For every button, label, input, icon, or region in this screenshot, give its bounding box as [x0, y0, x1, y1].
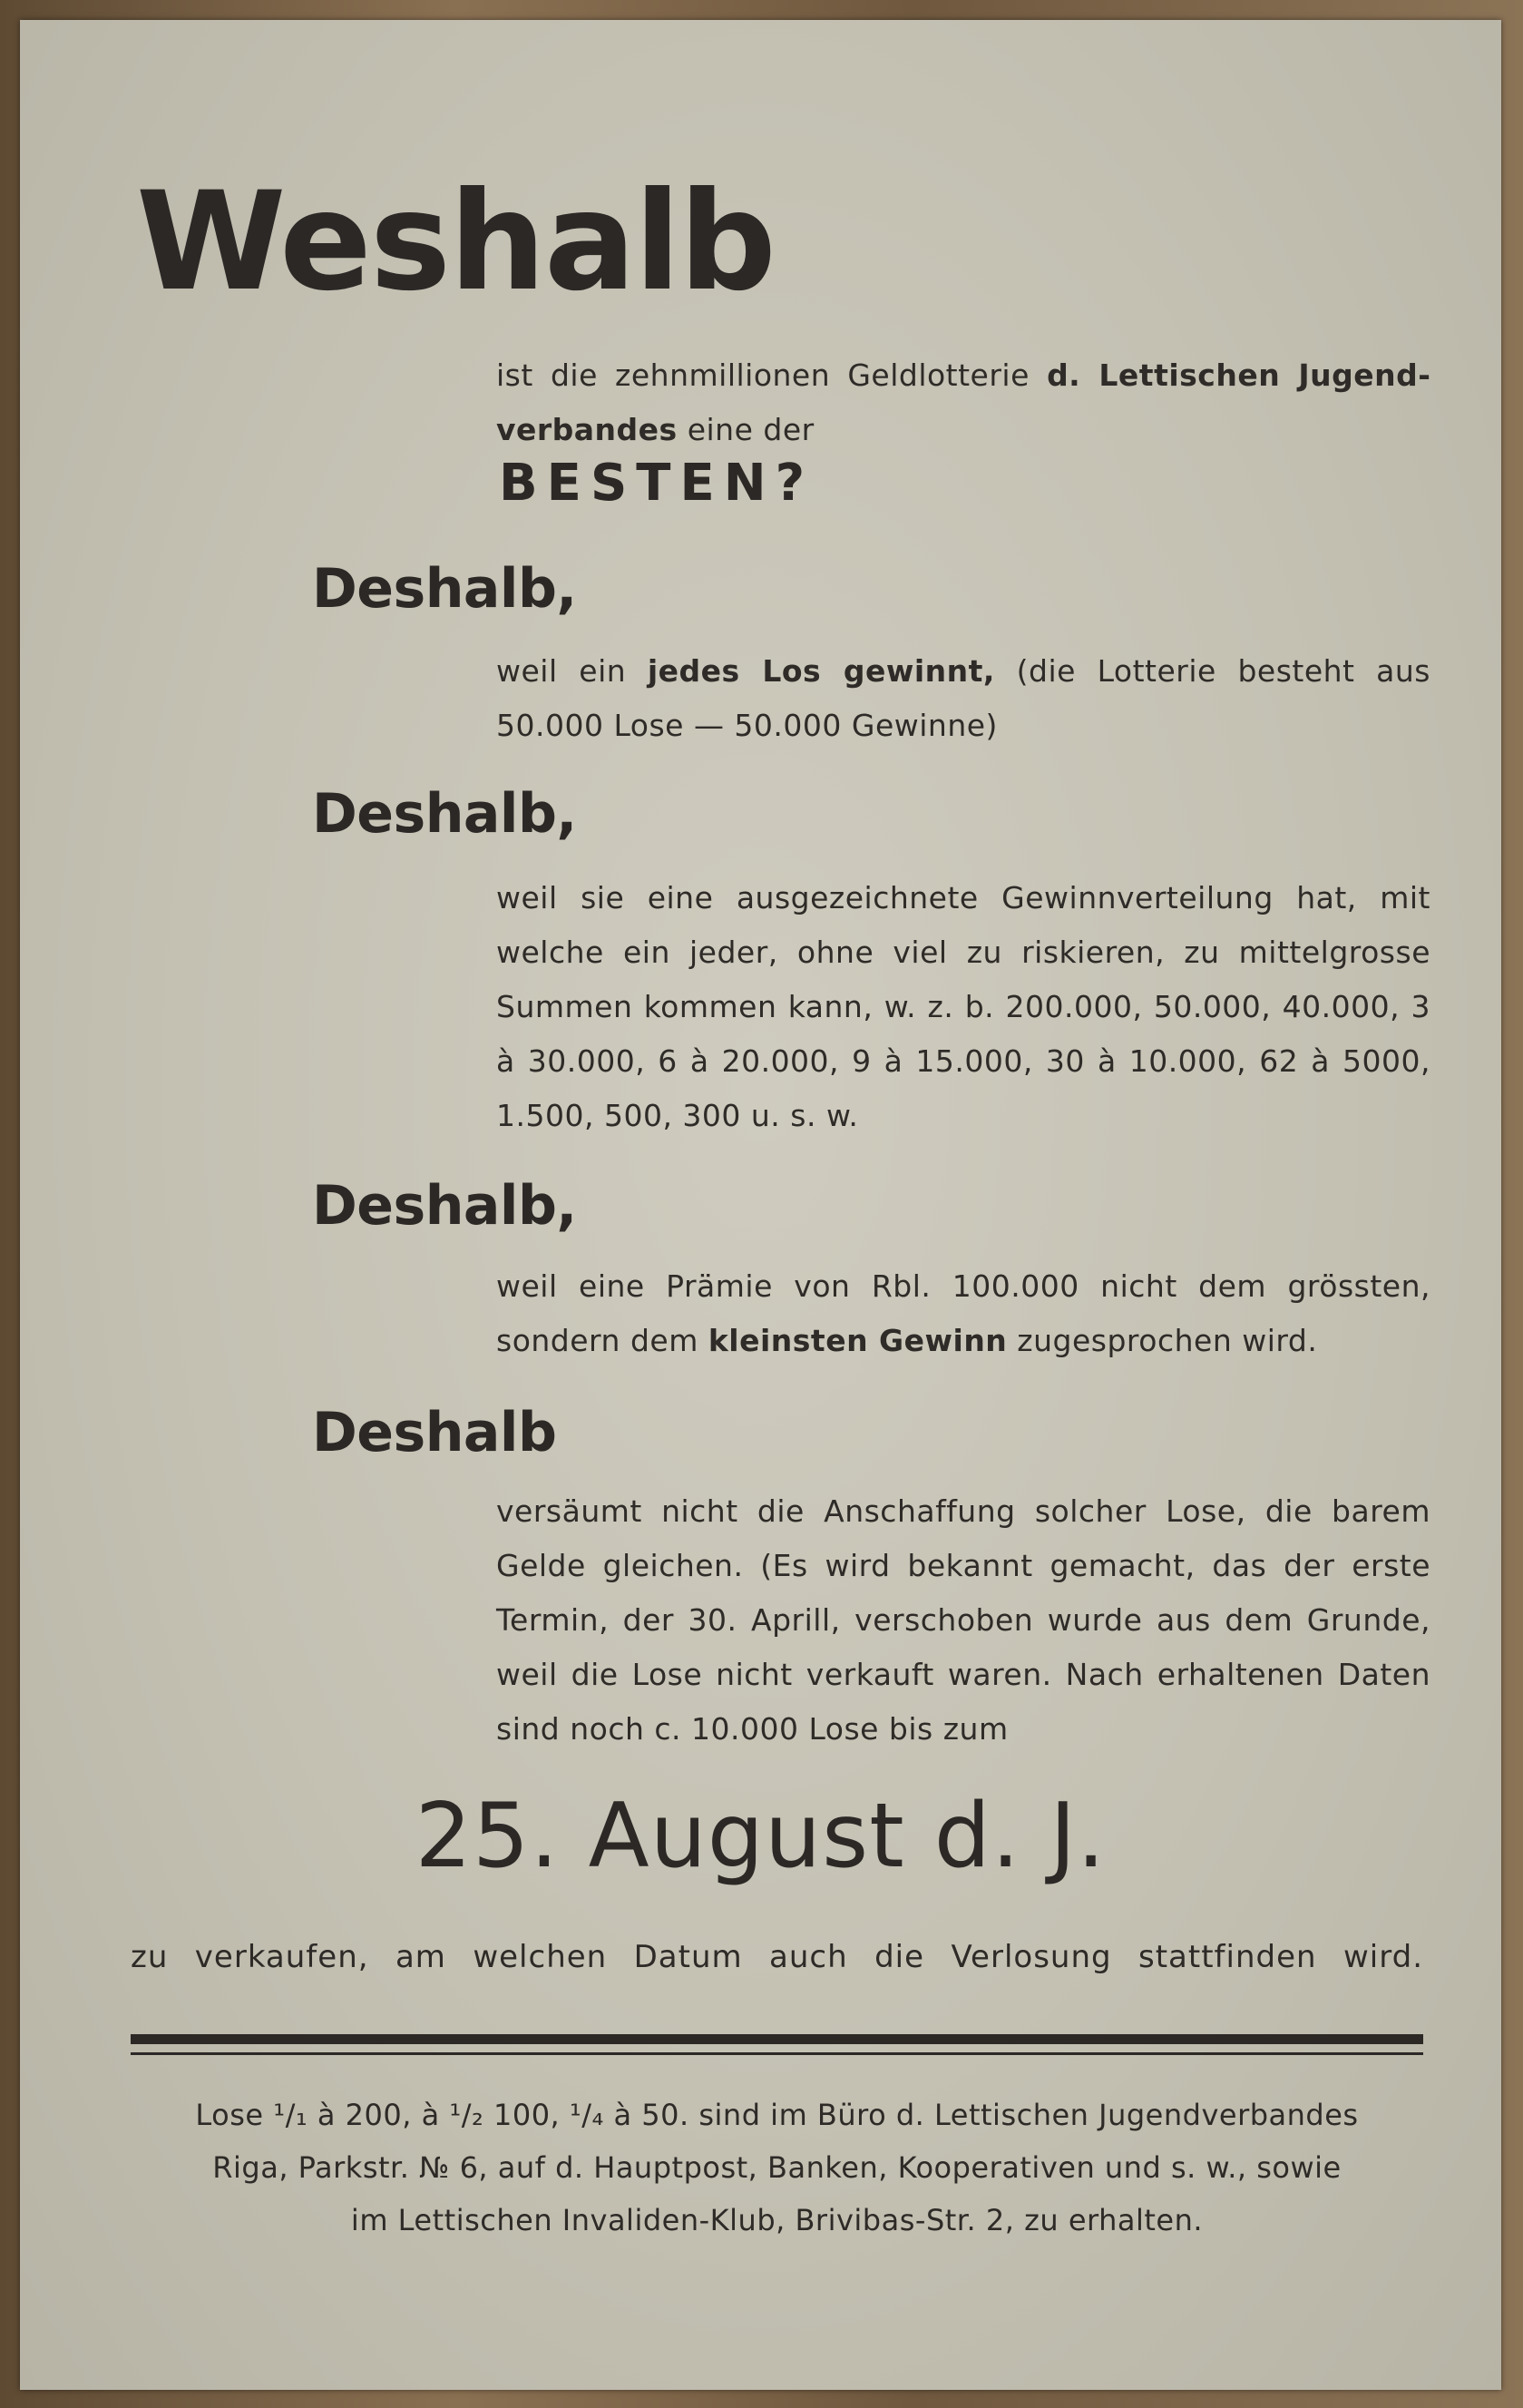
section-text-part: zugesprochen wird. — [1007, 1323, 1318, 1358]
intro-bold: d. Lettischen Jugendverbandes — [496, 357, 1430, 447]
section-text-part: weil eine Prämie von Rbl. 100.000 nicht dem grössten, sondern dem — [496, 1268, 1430, 1358]
footer-line: Riga, Parkstr. № 6, auf d. Hauptpost, Banken, Kooperativen und s. w., sowie — [212, 2150, 1342, 2185]
footer-line: Lose ¹/₁ à 200, à ¹/₂ 100, ¹/₄ à 50. sind im Büro d. Lettischen Jugendverbandes — [195, 2098, 1359, 2132]
footer-line: im Lettischen Invaliden-Klub, Brivibas-Str. 2, zu erhalten. — [350, 2203, 1204, 2237]
section-text-part: (die Lotterie besteht aus 50.000 Lose — 50.000 Gewinne) — [496, 653, 1430, 743]
section-heading: Deshalb — [312, 1401, 557, 1464]
intro-text-b: eine der — [677, 412, 815, 447]
section-text-part: versäumt nicht die Anschaffung solcher Lose, die barem Gelde gleichen. (Es wird bekannt gemacht, das der erste Termin, der 30. Aprill, verschoben wurde aus dem Grunde, weil die Lose nicht verkauft waren. Nach erhaltenen Daten sind noch c. 10.000 Lose bis zum — [496, 1493, 1430, 1747]
footer-info — [131, 2089, 1423, 2246]
page-title: Weshalb — [136, 163, 775, 321]
draw-date: 25. August d. J. — [415, 1785, 1107, 1888]
sell-line: zu verkaufen, am welchen Datum auch die Verlosung stattfinden wird. — [131, 1939, 1423, 1975]
lottery-leaflet — [20, 20, 1501, 2390]
section-text — [496, 644, 1430, 753]
intro-text — [496, 348, 1430, 457]
section-heading: Deshalb, — [312, 557, 577, 621]
section-text — [496, 1259, 1430, 1368]
section-heading: Deshalb, — [312, 782, 577, 846]
besten-heading: BESTEN? — [499, 454, 815, 513]
section-text — [496, 1484, 1430, 1757]
intro-text-a: ist die zehnmillionen Geldlotterie — [496, 357, 1048, 393]
section-text — [496, 871, 1430, 1143]
section-heading: Deshalb, — [312, 1174, 577, 1238]
section-text-bold: kleinsten Gewinn — [708, 1323, 1008, 1358]
section-text-part: weil sie eine ausgezeichnete Gewinnverteilung hat, mit welche ein jeder, ohne viel zu riskieren, zu mittelgrosse Summen kommen kann, w. z. b. 200.000, 50.000, 40.000, 3 à 30.000, 6 à 20.000, 9 à 15.000, 30 à 10.000, 62 à 5000, 1.500, 500, 300 u. s. w. — [496, 880, 1430, 1133]
divider-thick — [131, 2034, 1423, 2044]
divider-thin — [131, 2052, 1423, 2055]
section-text-part: weil ein — [496, 653, 648, 689]
section-text-bold: jedes Los gewinnt, — [647, 653, 995, 689]
